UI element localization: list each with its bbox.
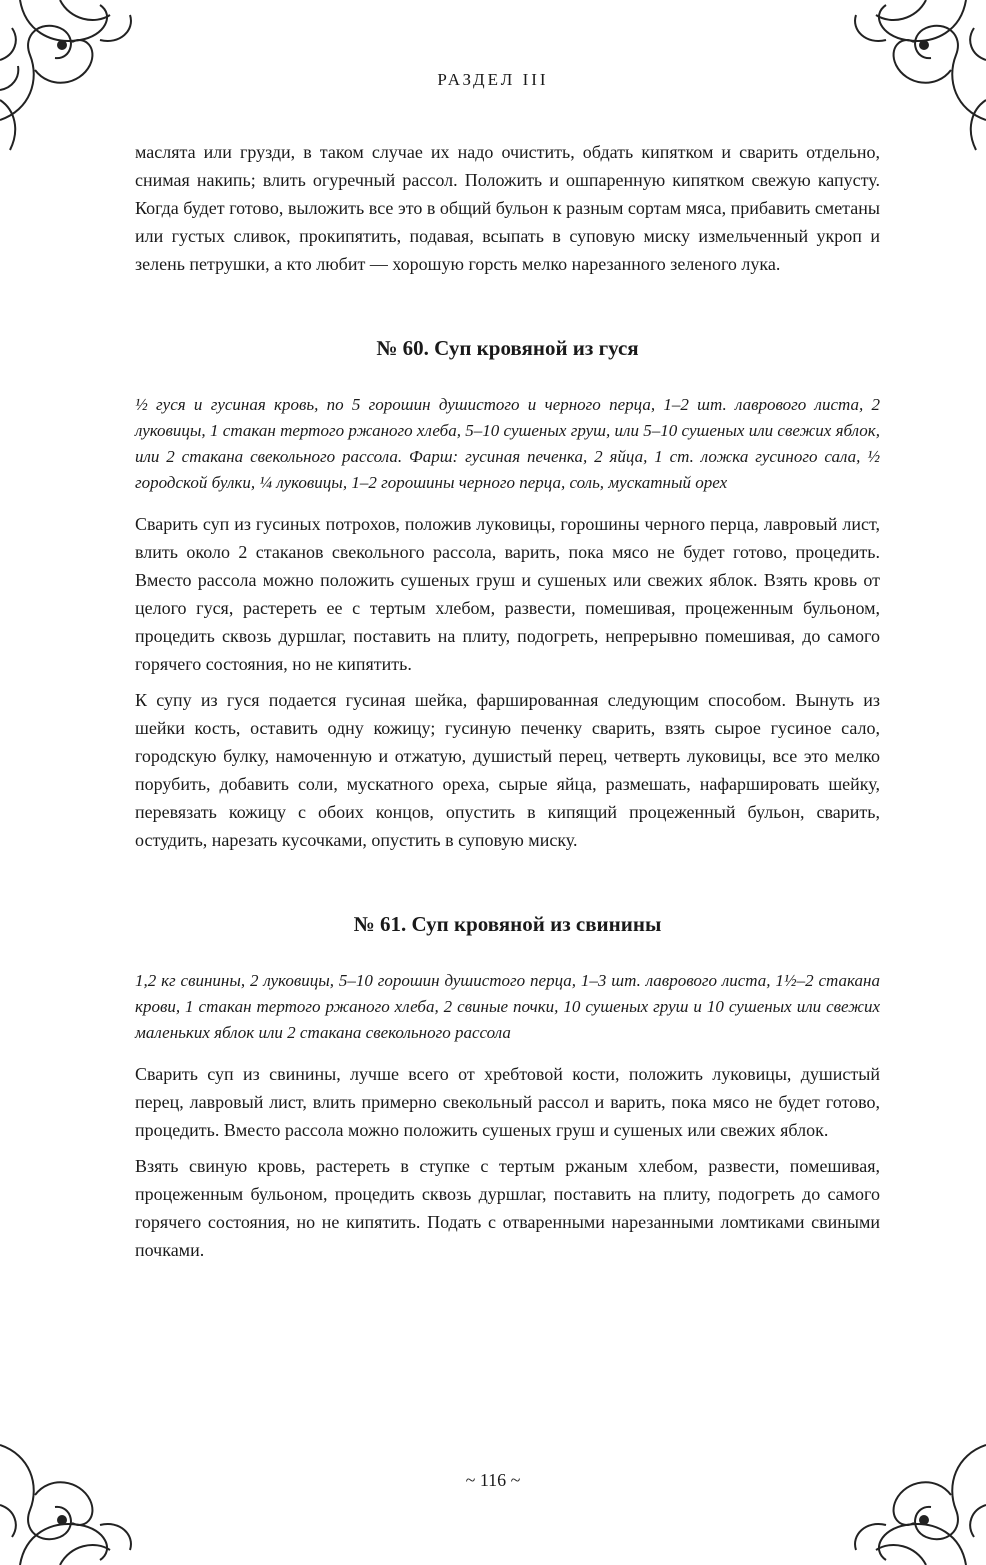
recipe-paragraph: Сварить суп из гусиных потрохов, положив луковицы, горошины черного перца, лавровый лист, влить около 2 стаканов свекольного рассола, варить, пока мясо не будет готово, процедить. Вместо рассола можно положить сушеных груш и сушеных или свежих яблок. Взять кровь от целого гуся, растереть ее с тертым хлебом, развести, помешивая, процеженным бульоном, процедить сквозь дуршлаг, поставить на плиту, подогреть, непрерывно помешивая, до самого горячего состояния, но не кипятить. (135, 514, 880, 674)
intro-paragraph: маслята или грузди, в таком случае их надо очистить, обдать кипятком и сварить отдельно, снимая накипь; влить огуречный рассол. Положить и ошпаренную кипятком свежую капусту. Когда будет готово, выложить все это в общий бульон к разным сортам мяса, прибавить сметаны или густых сливок, прокипятить, подавая, всыпать в суповую миску измельченный укроп и зелень петрушки, а кто любит — хорошую горсть мелко нарезанного зеленого лука. (135, 142, 880, 274)
page-number: ~ 116 ~ (465, 1470, 521, 1490)
recipe-paragraph: К супу из гуся подается гусиная шейка, фаршированная следующим способом. Вынуть из шейки кость, оставить одну кожицу; гусиную печенку сварить, взять сырое гусиное сало, городскую булку, намоченную и отжатую, душистый перец, четверть луковицы, все это мелко порубить, добавить соли, мускатного ореха, сырые яйца, размешать, нафаршировать шейку, перевязать кожицу с обоих концов, опустить в кипящий процеженный бульон, сварить, остудить, нарезать кусочками, опустить в суповую миску. (135, 690, 880, 850)
ingredients-list: ½ гуся и гусиная кровь, по 5 горошин душистого и черного перца, 1–2 шт. лаврового листа, 2 луковицы, 1 стакан тертого ржаного хлеба, 5–10 сушеных груш, или 5–10 сушеных или свежих яблок, или 2 стакана свекольного рассола. Фарш: гусиная печенка, 2 яйца, 1 ст. ложка гусиного сала, ½ городской булки, ¼ луковицы, 1–2 горошины черного перца, соль, мускатный орех (135, 395, 880, 492)
recipe-60 (135, 334, 880, 854)
recipe-paragraph: Сварить суп из свинины, лучше всего от хребтовой кости, положить луковицы, душистый перец, лавровый лист, влить примерно свекольный рассол и варить, пока мясо не будет готово, процедить. Вместо рассола можно положить сушеных груш и сушеных или свежих яблок. (135, 1064, 880, 1140)
running-head: РАЗДЕЛ III (437, 70, 549, 89)
page-content (135, 138, 880, 1264)
recipe-title: № 60. Суп кровяной из гуся (376, 336, 639, 360)
recipe-61 (135, 910, 880, 1264)
ingredients-list: 1,2 кг свинины, 2 луковицы, 5–10 горошин душистого перца, 1–3 шт. лаврового листа, 1½–2 стакана крови, 1 стакан тертого ржаного хлеба, 2 свиные почки, 10 сушеных груш и 10 сушеных или свежих маленьких яблок или 2 стакана свекольного рассола (135, 971, 880, 1042)
recipe-paragraph: Взять свиную кровь, растереть в ступке с тертым ржаным хлебом, развести, помешивая, процеженным бульоном, процедить сквозь дуршлаг, поставить на плиту, подогреть до самого горячего состояния, но не кипятить. Подать с отваренными нарезанными ломтиками свиными почками. (135, 1156, 880, 1260)
recipe-title: № 61. Суп кровяной из свинины (353, 912, 662, 936)
